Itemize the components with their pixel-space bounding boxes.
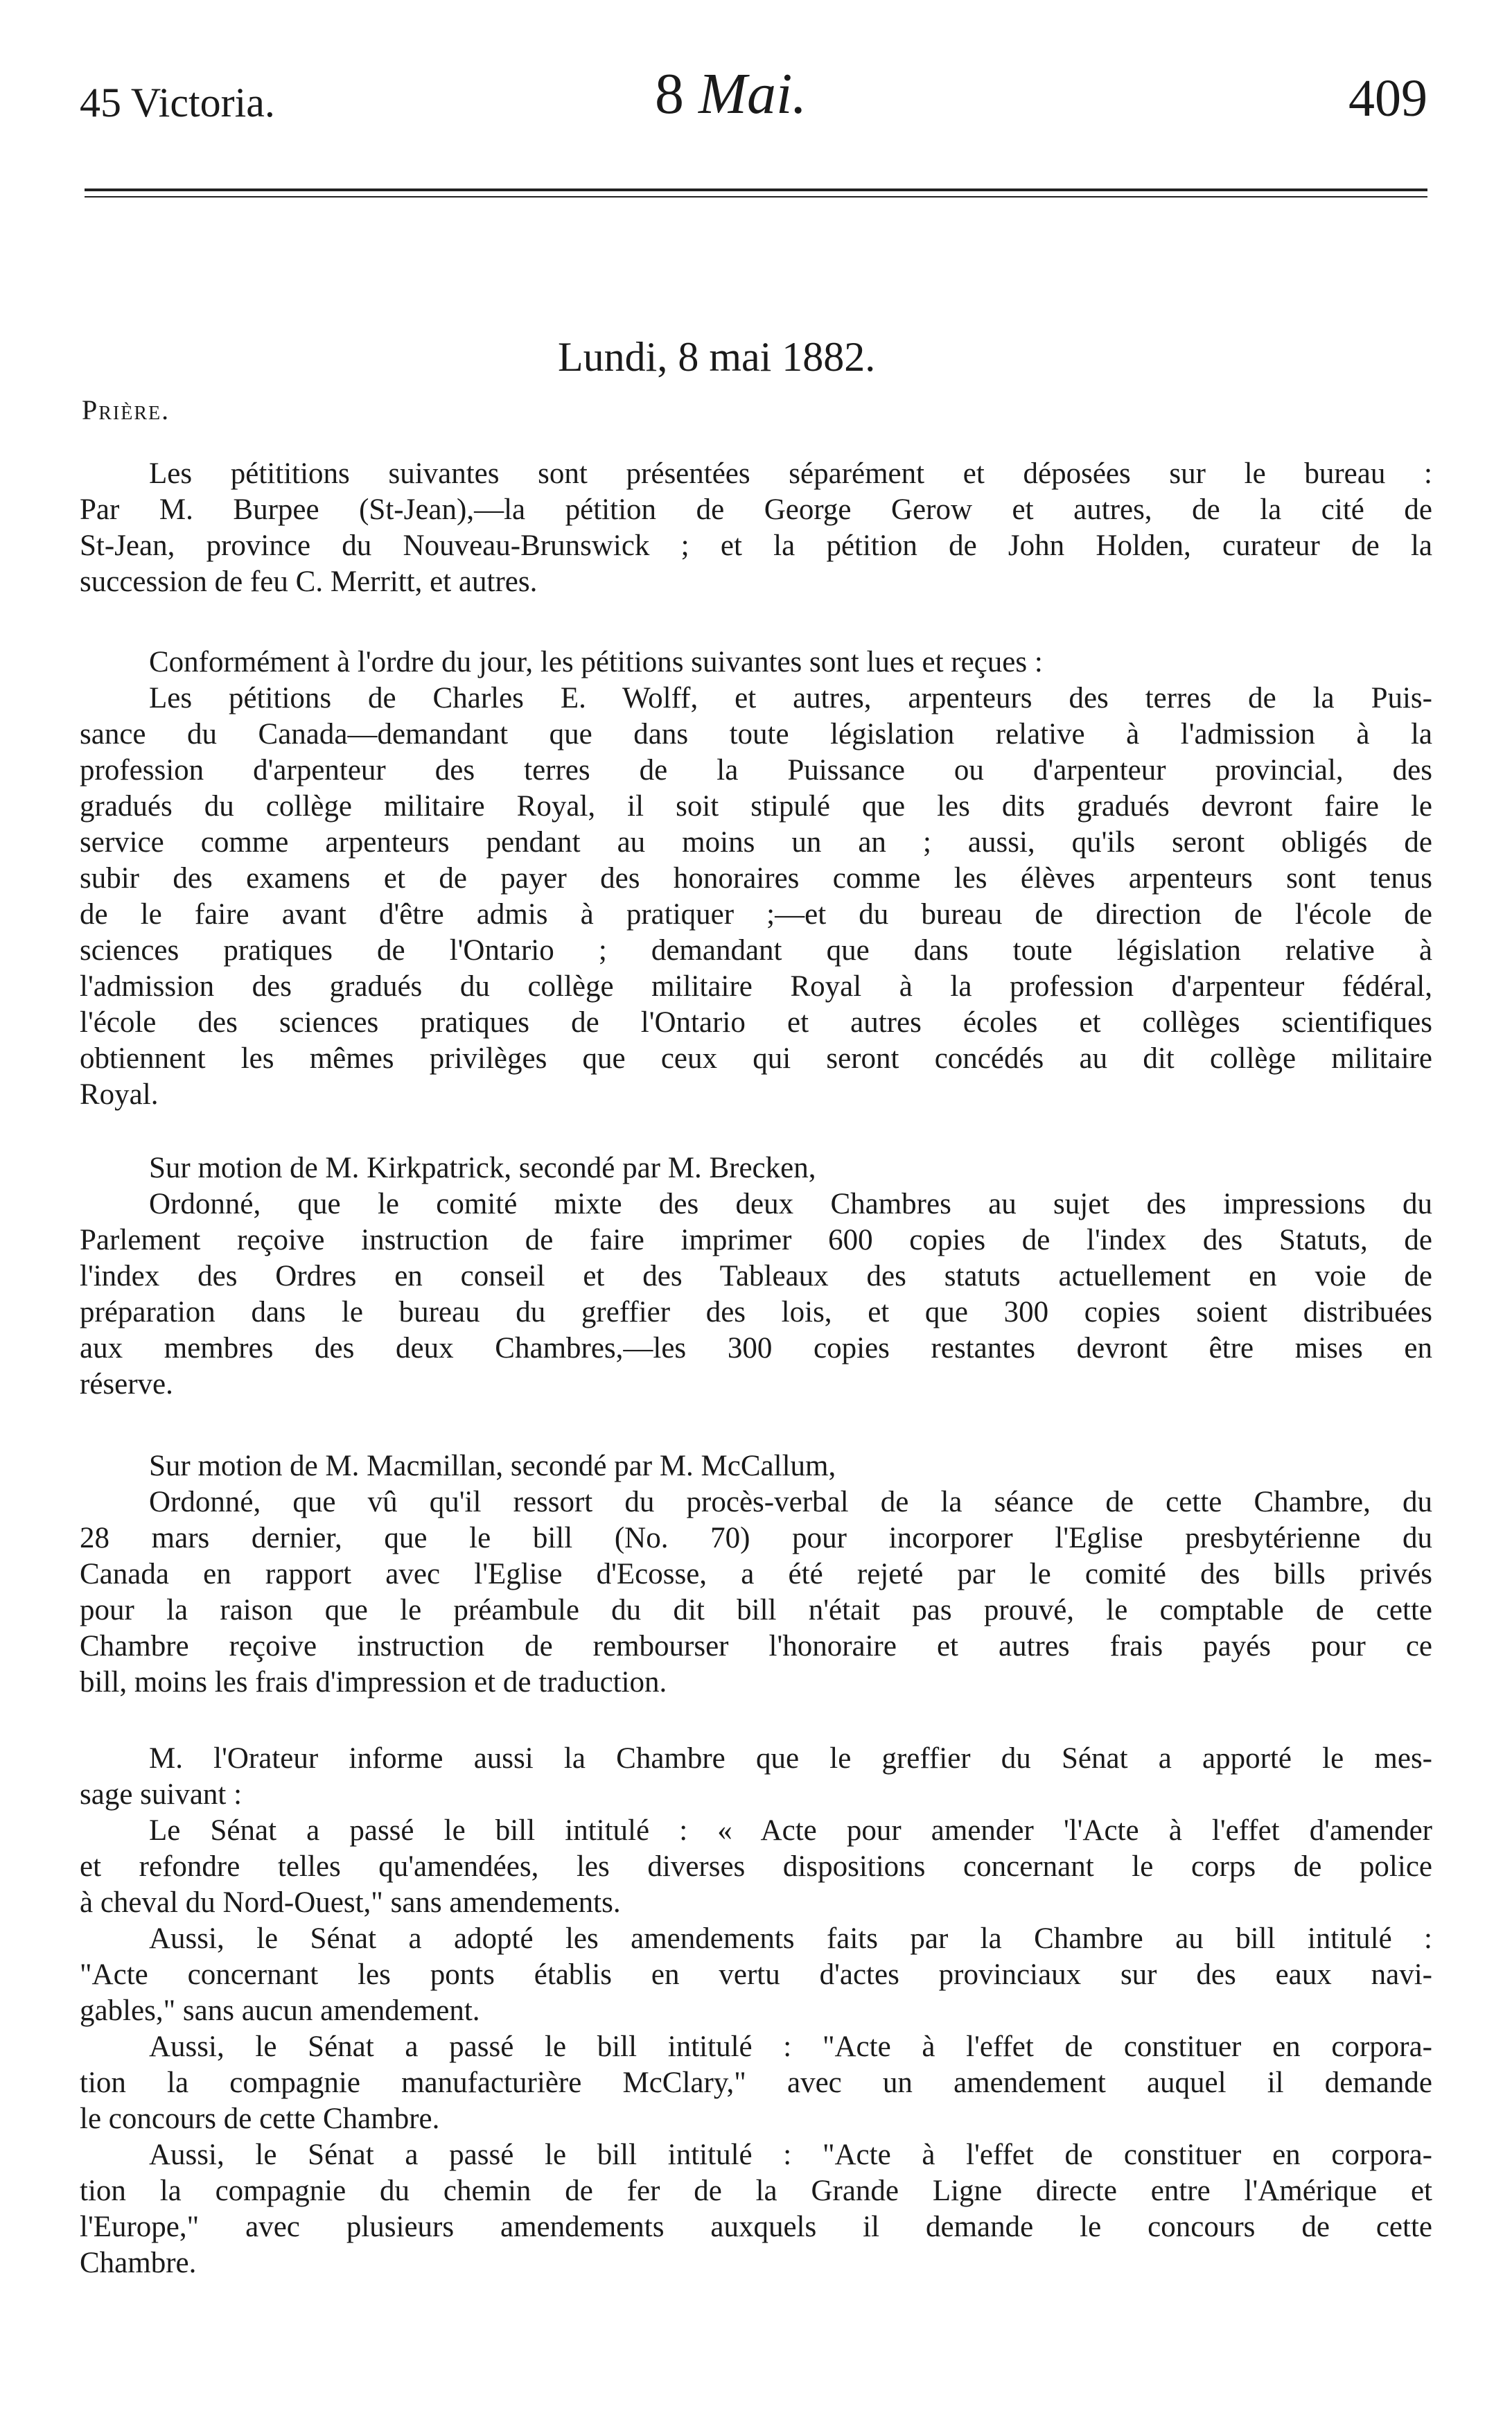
text-line: Les pétititions suivantes sont présentées séparément et déposées sur le bureau : (149, 457, 1432, 490)
running-head-day: 8 (655, 62, 684, 126)
text-line: Aussi, le Sénat a adopté les amendements faits par la Chambre au bill intitulé : (149, 1922, 1432, 1955)
text-line: sance du Canada—demandant que dans toute législation relative à l'admission à la (80, 718, 1432, 751)
text-line: tion la compagnie du chemin de fer de la Grande Ligne directe entre l'Amérique et (80, 2175, 1432, 2207)
text-line: gables," sans aucun amendement. (80, 1994, 480, 2027)
text-line: l'école des sciences pratiques de l'Ontario et autres écoles et collèges scientifiques (80, 1006, 1432, 1039)
text-line: l'admission des gradués du collège militaire Royal à la profession d'arpenteur fédéral, (80, 970, 1432, 1003)
text-line: Aussi, le Sénat a passé le bill intitulé : "Acte à l'effet de constituer en corpora- (149, 2030, 1432, 2063)
text-line: bill, moins les frais d'impression et de traduction. (80, 1666, 667, 1699)
text-line: Royal. (80, 1078, 159, 1111)
text-line: réserve. (80, 1368, 173, 1401)
running-head-month: Mai. (698, 62, 807, 126)
running-head-date (655, 62, 807, 126)
text-line: l'index des Ordres en conseil et des Tableaux des statuts actuellement en voie de (80, 1260, 1432, 1292)
paragraph-senate-message (80, 1741, 1432, 2281)
text-line: Chambre. (80, 2247, 197, 2279)
text-line: Parlement reçoive instruction de faire imprimer 600 copies de l'index des Statuts, de (80, 1224, 1432, 1256)
text-line: de le faire avant d'être admis à pratiquer ;—et du bureau de direction de l'école de (80, 898, 1432, 931)
page-number: 409 (1348, 69, 1427, 128)
text-line: et refondre telles qu'amendées, les diverses dispositions concernant le corps de police (80, 1850, 1432, 1883)
text-line: Par M. Burpee (St-Jean),—la pétition de George Gerow et autres, de la cité de (80, 493, 1432, 526)
text-line: Sur motion de M. Kirkpatrick, secondé par M. Brecken, (149, 1152, 816, 1184)
text-line: subir des examens et de payer des honoraires comme les élèves arpenteurs sont tenus (80, 862, 1432, 895)
paragraph-kirkpatrick-motion (80, 1150, 1432, 1403)
text-line: sciences pratiques de l'Ontario ; demandant que dans toute législation relative à (80, 934, 1432, 967)
text-line: Conformément à l'ordre du jour, les pétitions suivantes sont lues et reçues : (149, 646, 1043, 678)
priere-heading: Prière. (82, 394, 170, 425)
text-line: 28 mars dernier, que le bill (No. 70) pour incorporer l'Eglise presbytérienne du (80, 1522, 1432, 1554)
text-line: l'Europe," avec plusieurs amendements auxquels il demande le concours de cette (80, 2211, 1432, 2243)
header-rule-thin (85, 196, 1427, 198)
text-line: Ordonné, que vû qu'il ressort du procès-verbal de la séance de cette Chambre, du (149, 1486, 1432, 1518)
header-rule (85, 188, 1427, 191)
text-line: "Acte concernant les ponts établis en vertu d'actes provinciaux sur des eaux navi- (80, 1958, 1432, 1991)
text-line: Le Sénat a passé le bill intitulé : « Acte pour amender 'l'Acte à l'effet d'amender (149, 1814, 1432, 1847)
text-line: tion la compagnie manufacturière McClary," avec un amendement auquel il demande (80, 2067, 1432, 2099)
text-line: sage suivant : (80, 1778, 243, 1811)
text-line: gradués du collège militaire Royal, il soit stipulé que les dits gradués devront faire le (80, 790, 1432, 823)
running-head-left: 45 Victoria. (80, 80, 275, 125)
text-line: Chambre reçoive instruction de rembourser l'honoraire et autres frais payés pour ce (80, 1630, 1432, 1662)
text-line: Ordonné, que le comité mixte des deux Chambres au sujet des impressions du (149, 1188, 1432, 1220)
text-line: service comme arpenteurs pendant au moins un an ; aussi, qu'ils seront obligés de (80, 826, 1432, 859)
text-line: Canada en rapport avec l'Eglise d'Ecosse, a été rejeté par le comité des bills privés (80, 1558, 1432, 1590)
text-line: le concours de cette Chambre. (80, 2103, 440, 2135)
paragraph-petitions-presented (80, 456, 1432, 600)
paragraph-petitions-read (80, 644, 1432, 1113)
text-line: Sur motion de M. Macmillan, secondé par M. McCallum, (149, 1450, 836, 1482)
text-line: profession d'arpenteur des terres de la Puissance ou d'arpenteur provincial, des (80, 754, 1432, 787)
text-line: préparation dans le bureau du greffier des lois, et que 300 copies soient distribuées (80, 1296, 1432, 1328)
text-line: M. l'Orateur informe aussi la Chambre que le greffier du Sénat a apporté le mes- (149, 1742, 1432, 1775)
text-line: succession de feu C. Merritt, et autres. (80, 565, 538, 598)
text-line: St-Jean, province du Nouveau-Brunswick ; et la pétition de John Holden, curateur de la (80, 529, 1432, 562)
text-line: Les pétitions de Charles E. Wolff, et autres, arpenteurs des terres de la Puis- (149, 682, 1432, 714)
paragraph-macmillan-motion (80, 1448, 1432, 1701)
sitting-date: Lundi, 8 mai 1882. (558, 334, 876, 380)
text-line: à cheval du Nord-Ouest," sans amendements. (80, 1886, 621, 1919)
text-line: pour la raison que le préambule du dit bill n'était pas prouvé, le comptable de cette (80, 1594, 1432, 1626)
text-line: Aussi, le Sénat a passé le bill intitulé : "Acte à l'effet de constituer en corpora- (149, 2139, 1432, 2171)
text-line: aux membres des deux Chambres,—les 300 copies restantes devront être mises en (80, 1332, 1432, 1365)
text-line: obtiennent les mêmes privilèges que ceux qui seront concédés au dit collège militaire (80, 1042, 1432, 1075)
